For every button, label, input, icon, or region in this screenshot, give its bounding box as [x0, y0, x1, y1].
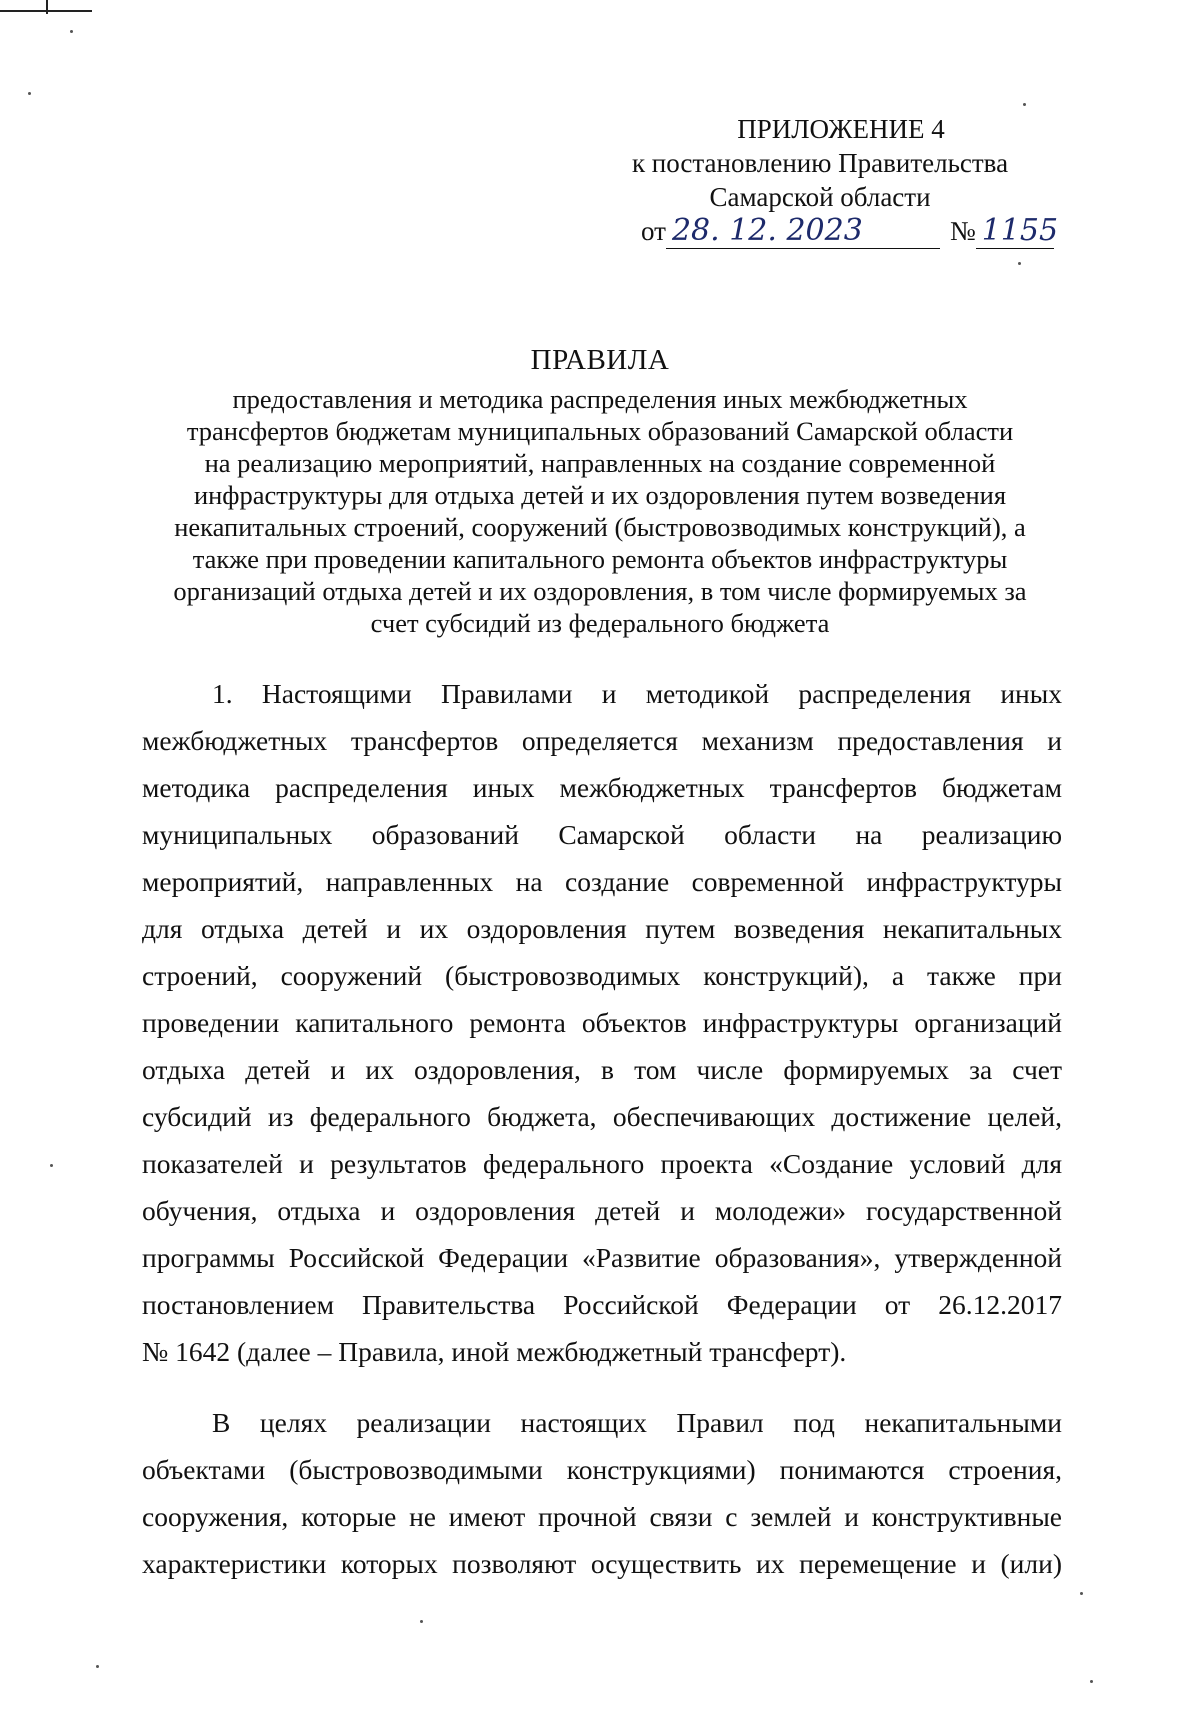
subtitle-line: также при проведении капитального ремонта объектов инфраструктуры: [192, 544, 1008, 574]
number-prefix: №: [949, 216, 976, 246]
handwritten-number: 1155: [976, 214, 1054, 249]
scan-speck: [50, 1164, 53, 1167]
scan-speck: [1018, 262, 1021, 265]
paragraph-line: мероприятий, направленных на создание современной инфраструктуры: [142, 866, 1062, 897]
scan-speck: [70, 30, 73, 33]
decree-reference: к постановлению Правительства: [631, 148, 1009, 178]
scan-speck: [96, 1665, 99, 1668]
approval-block: [560, 112, 1080, 214]
region-name: Самарской области: [709, 182, 931, 212]
paragraph-line: показателей и результатов федерального проекта «Создание условий для: [142, 1148, 1062, 1179]
scan-speck: [1080, 1592, 1083, 1595]
paragraph-line: строений, сооружений (быстровозводимых конструкций), а также при: [142, 960, 1062, 991]
subtitle-line: на реализацию мероприятий, направленных на создание современной: [204, 448, 996, 478]
paragraph-line: В целях реализации настоящих Правил под некапитальными: [212, 1407, 1062, 1438]
scan-speck: [1023, 103, 1026, 106]
scan-speck: [420, 1620, 423, 1623]
paragraph-line: 1. Настоящими Правилами и методикой распределения иных: [212, 678, 1062, 709]
decree-date-line: [641, 213, 1059, 249]
paragraph-line: сооружения, которые не имеют прочной связи с землей и конструктивные: [142, 1501, 1062, 1532]
paragraph-line: проведении капитального ремонта объектов инфраструктуры организаций: [142, 1007, 1062, 1038]
paragraph-line: постановлением Правительства Российской Федерации от 26.12.2017: [142, 1289, 1062, 1320]
scan-speck: [1090, 1680, 1093, 1683]
paragraph-line: муниципальных образований Самарской области на реализацию: [142, 819, 1062, 850]
date-prefix: от: [641, 216, 666, 246]
scan-speck: [28, 92, 31, 95]
subtitle-line: предоставления и методика распределения иных межбюджетных: [232, 384, 968, 414]
handwritten-date: 28. 12. 2023: [666, 214, 940, 249]
paragraph-line: методика распределения иных межбюджетных трансфертов бюджетам: [142, 772, 1062, 803]
appendix-label: ПРИЛОЖЕНИЕ 4: [737, 114, 945, 144]
paragraph-line: характеристики которых позволяют осуществить их перемещение и (или): [142, 1548, 1062, 1579]
subtitle-line: счет субсидий из федерального бюджета: [370, 608, 830, 638]
paragraph-line: отдыха детей и их оздоровления, в том числе формируемых за счет: [142, 1054, 1062, 1085]
subtitle-line: трансфертов бюджетам муниципальных образований Самарской области: [186, 416, 1014, 446]
paragraph-line: субсидий из федерального бюджета, обеспечивающих достижение целей,: [142, 1101, 1062, 1132]
subtitle-line: инфраструктуры для отдыха детей и их оздоровления путем возведения: [193, 480, 1007, 510]
paragraph-line: объектами (быстровозводимыми конструкциями) понимаются строения,: [142, 1454, 1062, 1485]
paragraph-line: обучения, отдыха и оздоровления детей и молодежи» государственной: [142, 1195, 1062, 1226]
document-subtitle: [120, 383, 1080, 639]
subtitle-line: организаций отдыха детей и их оздоровления, в том числе формируемых за: [173, 576, 1027, 606]
scan-corner-mark: [46, 0, 48, 14]
paragraph-line: № 1642 (далее – Правила, иной межбюджетный трансферт).: [142, 1336, 847, 1367]
paragraph-line: межбюджетных трансфертов определяется механизм предоставления и: [142, 725, 1062, 756]
document-title: ПРАВИЛА: [530, 344, 670, 376]
paragraph-line: для отдыха детей и их оздоровления путем возведения некапитальных: [142, 913, 1062, 944]
subtitle-line: некапитальных строений, сооружений (быстровозводимых конструкций), а: [174, 512, 1026, 542]
paragraph-line: программы Российской Федерации «Развитие образования», утвержденной: [142, 1242, 1062, 1273]
